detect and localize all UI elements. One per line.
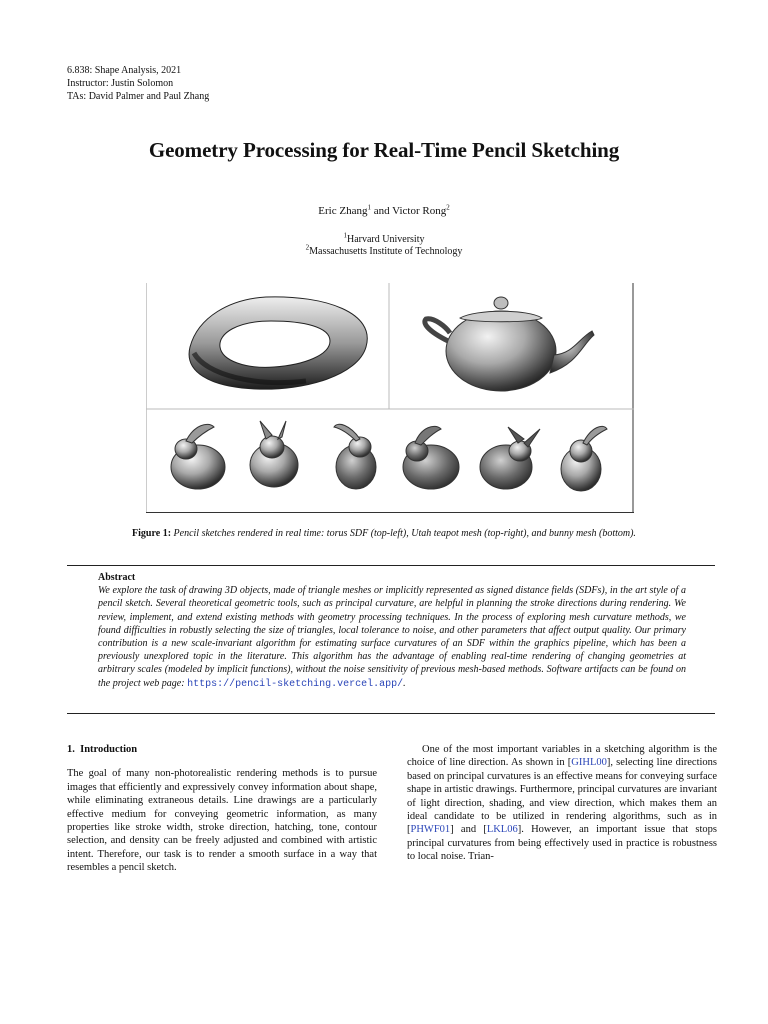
affiliation-marker: 1 [367,203,371,212]
intro-paragraph: The goal of many non-photorealistic rendering methods is to pursue images that efficiently and expressively convey information about shape, while eliminating extraneous details. Line drawings are a particularly effective medium for conveying geometric information, as many properties like stroke width, stroke direction, hatching, tone, contour selection, and density can be freely adjusted and combined with artistic intent. Therefore, our task is to render a smooth surface in a way that resembles a pencil sketch. [67,768,377,874]
abstract [98,571,686,691]
course-header [67,64,209,103]
torus-render [189,297,367,389]
course-line: 6.838: Shape Analysis, 2021 [67,65,182,76]
figure-caption [0,528,768,539]
affiliation-marker: 2 [446,203,450,212]
figure-1 [146,283,634,513]
affiliation-list [0,231,768,258]
right-column [407,743,717,864]
abstract-text: We explore the task of drawing 3D objects, made of triangle meshes or implicitly represented as signed distance fields (SDFs), in the art style of a pencil sketch. Several theoretical geometric tools, such as principal curvature, are helpful in planning the stroke directions during rendering. We review, implement, and extend existing methods with geometry processing techniques. In the process of exploring mesh curvature methods, we found difficulties in robustly selecting the size of triangles, local tolerance to noise, and other parameters that affect output quality. Our primary contribution is a new scale-invariant algorithm for estimating surface curvatures of an SDF within the graphics pipeline, which has been a previously unexplored topic in the literature. This algorithm has the advantage of enabling real-time rendering of changing geometries at arbitrary scales (modeled by implicit functions), without the noise sensitivity of previous mesh-based methods. Software artifacts can be found on the project web page: [98,585,686,689]
abstract-body [98,584,686,691]
left-column [67,743,377,875]
paragraph-text: ]. However, an important issue that stops principal curvatures from being effectively used in practice is robustness to local noise. Trian- [407,824,717,863]
citation-link[interactable]: PHWF01 [410,824,451,836]
abstract-bottom-rule [67,713,715,714]
affiliation-marker: 1 [343,231,347,240]
paragraph-text: ] and [ [450,824,487,836]
affiliation [0,231,768,246]
author-list [0,205,768,217]
citation-link[interactable]: LKL06 [486,824,518,836]
figure-image [146,283,634,513]
intro-paragraph-2 [407,743,717,864]
teapot-render [425,297,594,391]
affiliation-name: Harvard University [347,234,425,245]
paragraph-text: One of the most important variables in a sketching algorithm is the choice of line direction. As shown in [ [407,744,717,769]
citation-link[interactable]: GIHL00 [571,757,607,769]
affiliation-marker: 2 [305,243,310,252]
caption-label: Figure 1: [132,528,172,539]
abstract-top-rule [67,565,715,566]
author-name: Eric Zhang [318,205,368,217]
paragraph-text: ], selecting line directions based on principal curvatures is an effective means for conveying surface shape in artistic drawings. Furthermore, principal curvatures are invariant of light direction, shading, and view direction, which makes them an ideal candidate to be utilized in rendering algorithms, such as in [ [407,757,717,836]
affiliation [0,243,768,258]
instructor-line: Instructor: Justin Solomon [67,78,174,89]
bunny-row [171,421,607,491]
section-heading: 1. Introduction [67,744,138,755]
abstract-heading: Abstract [98,572,136,583]
project-link[interactable]: https://pencil-sketching.vercel.app/ [187,678,404,690]
tas-line: TAs: David Palmer and Paul Zhang [67,91,210,102]
affiliation-name: Massachusetts Institute of Technology [309,246,463,257]
author-name: Victor Rong [392,205,447,217]
abstract-end: . [403,677,406,689]
author-conjunction: and [370,205,393,217]
paper-title: Geometry Processing for Real-Time Pencil Sketching [148,138,620,162]
caption-text: Pencil sketches rendered in real time: torus SDF (top-left), Utah teapot mesh (top-right), and bunny mesh (bottom). [173,528,636,539]
